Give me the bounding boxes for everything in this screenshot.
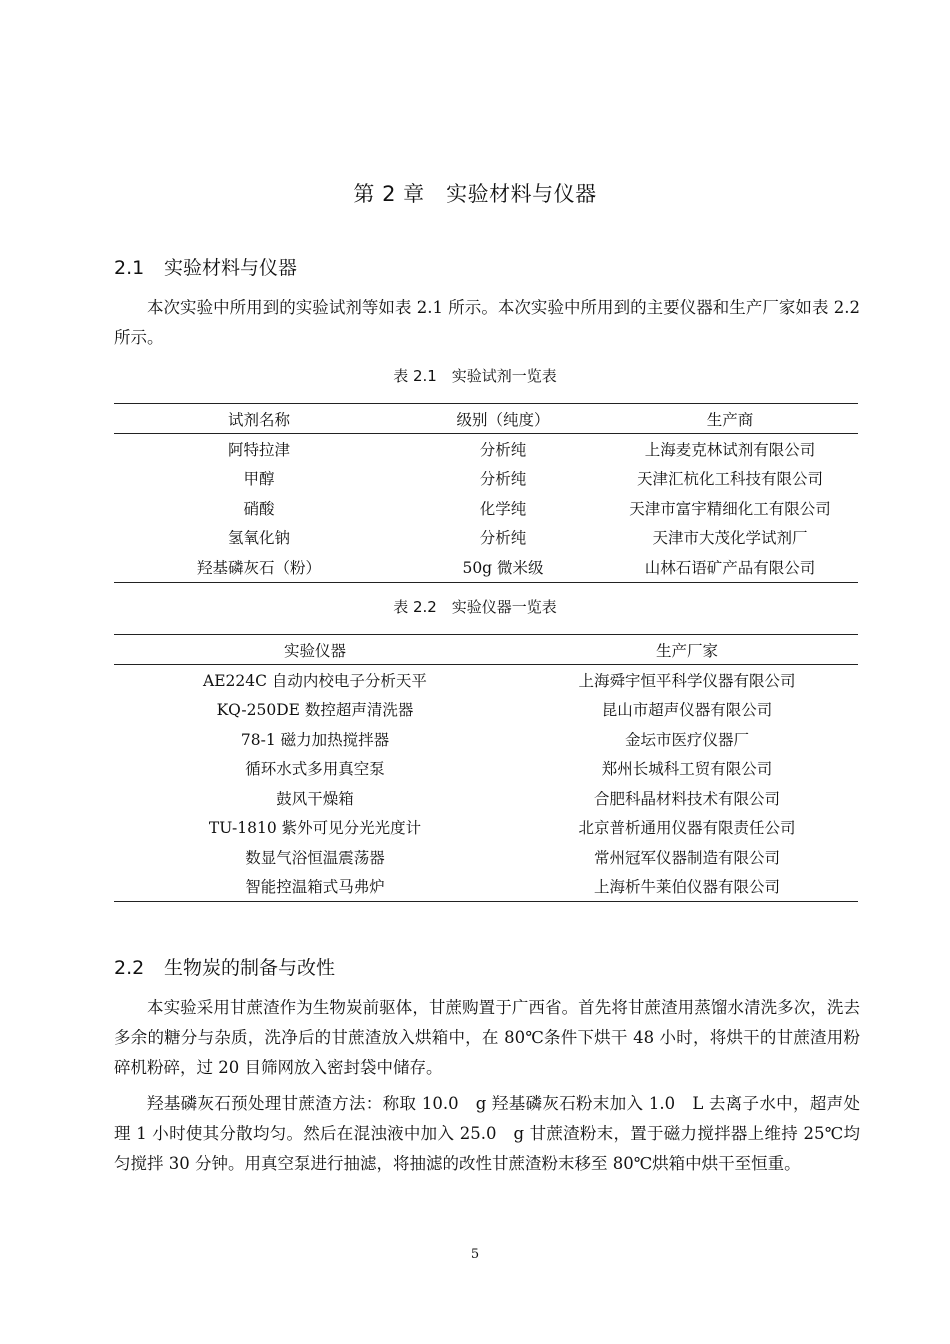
table-row <box>114 754 858 784</box>
table-cell: 天津汇杭化工科技有限公司 <box>636 470 823 489</box>
column-header: 试剂名称 <box>114 404 404 434</box>
instruments-table <box>114 634 858 902</box>
table-row <box>114 872 858 902</box>
table-header-row <box>114 404 858 434</box>
table-cell: 金坛市医疗仪器厂 <box>624 730 749 749</box>
table-cell: 循环水式多用真空泵 <box>245 760 385 779</box>
table-caption: 表 2.2 实验仪器一览表 <box>393 598 557 616</box>
reagents-table <box>114 403 858 583</box>
table-cell: 78-1 磁力加热搅拌器 <box>240 730 390 749</box>
column-header: 生产商 <box>602 404 858 434</box>
table-cell: 常州冠军仪器制造有限公司 <box>593 848 780 867</box>
column-header: 级别（纯度） <box>404 404 602 434</box>
page-number: 5 <box>470 1247 480 1262</box>
table-header-row <box>114 635 858 665</box>
table-cell: 阿特拉津 <box>227 440 290 459</box>
table-cell: 北京普析通用仪器有限责任公司 <box>578 819 796 838</box>
table-cell: 50g 微米级 <box>404 552 602 582</box>
table-cell: AE224C 自动内校电子分析天平 <box>203 671 427 690</box>
table-row <box>114 493 858 523</box>
table-cell: 上海麦克林试剂有限公司 <box>644 440 816 459</box>
table-row <box>114 842 858 872</box>
table-row <box>114 434 858 464</box>
table-cell: 分析纯 <box>479 529 527 548</box>
table-cell: 甲醇 <box>243 470 275 489</box>
table-row <box>114 665 858 695</box>
table-cell: 合肥科晶材料技术有限公司 <box>593 789 780 808</box>
table-cell: 山林石语矿产品有限公司 <box>602 552 858 582</box>
table-cell: 数显气浴恒温震荡器 <box>245 848 385 867</box>
table-cell: 智能控温箱式马弗炉 <box>114 872 516 902</box>
table-cell: 天津市大茂化学试剂厂 <box>652 529 808 548</box>
table-cell: 羟基磷灰石（粉） <box>114 552 404 582</box>
section-heading-2-1 <box>114 253 297 280</box>
table-cell: 昆山市超声仪器有限公司 <box>601 701 773 720</box>
chapter-title: 第 2 章 实验材料与仪器 <box>353 182 597 206</box>
section-paragraph: 本次实验中所用到的实验试剂等如表 2.1 所示。本次实验中所用到的主要仪器和生产厂家如表 2.2 所示。 <box>114 298 860 347</box>
table-cell: 硝酸 <box>243 499 275 518</box>
section-number: 2.1 <box>114 257 145 279</box>
section-title: 生物炭的制备与改性 <box>164 957 336 979</box>
table-cell: 化学纯 <box>479 499 527 518</box>
table-row <box>114 813 858 843</box>
table-cell: 天津市富宇精细化工有限公司 <box>629 499 831 518</box>
table-row <box>114 464 858 494</box>
table-row <box>114 552 858 582</box>
section-paragraph: 本实验采用甘蔗渣作为生物炭前驱体，甘蔗购置于广西省。首先将甘蔗渣用蒸馏水清洗多次，洗去多余的糖分与杂质，洗净后的甘蔗渣放入烘箱中，在 80℃条件下烘干 48 小时，将烘干的甘蔗渣用粉碎机粉碎，过 20 目筛网放入密封袋中储存。 <box>114 998 860 1077</box>
column-header: 实验仪器 <box>114 635 516 665</box>
table-row <box>114 783 858 813</box>
section-number: 2.2 <box>114 957 145 979</box>
table-cell: 氢氧化钠 <box>227 529 290 548</box>
section-heading-2-2 <box>114 953 335 980</box>
table-cell: 分析纯 <box>479 470 527 489</box>
table-cell: 郑州长城科工贸有限公司 <box>601 760 773 779</box>
column-header: 生产厂家 <box>516 635 858 665</box>
table-cell: 上海舜宇恒平科学仪器有限公司 <box>578 671 796 690</box>
section-title: 实验材料与仪器 <box>164 257 298 279</box>
table-cell: 鼓风干燥箱 <box>276 789 354 808</box>
table-row <box>114 523 858 553</box>
table-cell: 上海析牛莱伯仪器有限公司 <box>516 872 858 902</box>
table-caption: 表 2.1 实验试剂一览表 <box>393 367 557 385</box>
table-row <box>114 724 858 754</box>
table-cell: TU-1810 紫外可见分光光度计 <box>208 819 422 838</box>
table-cell: 分析纯 <box>479 440 527 459</box>
table-cell: KQ-250DE 数控超声清洗器 <box>216 701 414 720</box>
table-row <box>114 695 858 725</box>
section-paragraph: 羟基磷灰石预处理甘蔗渣方法：称取 10.0 g 羟基磷灰石粉末加入 1.0 L 去离子水中，超声处理 1 小时使其分散均匀。然后在混浊液中加入 25.0 g 甘蔗渣粉末，置于磁力搅拌器上维持 25℃均匀搅拌 30 分钟。用真空泵进行抽滤，将抽滤的改性甘蔗渣粉末移至 80℃烘箱中烘干至恒重。 <box>114 1094 860 1173</box>
